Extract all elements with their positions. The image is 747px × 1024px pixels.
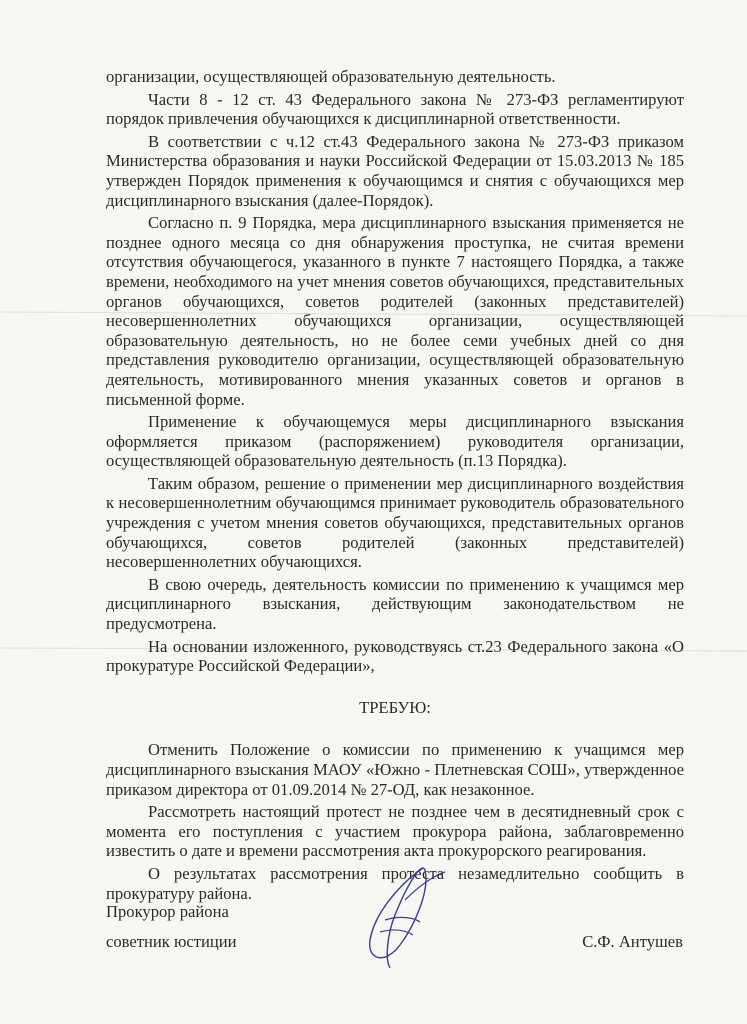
paragraph: Применение к обучающемуся меры дисциплинарного взыскания оформляется приказом (распоряжением) руководителя организации, осуществляющей образовательную деятельность (п.13 Порядка). bbox=[106, 412, 684, 471]
demand-item: О результатах рассмотрения протеста незамедлительно сообщить в прокуратуру района. bbox=[106, 863, 684, 903]
paragraph: Согласно п. 9 Порядка, мера дисциплинарного взыскания применяется не позднее одного месяца со дня обнаружения проступка, не считая времени отсутствия обучающегося, указанного в пункте 7 настоящего Порядка, а также времени, необходимого на учет мнения советов обучающихся, представительных органов обучающихся, советов родителей (законных представителей) несовершеннолетних обучающихся организации, осуществляющей образовательную деятельность, но не более семи учебных дней со дня представления руководителю организации, осуществляющей образовательную деятельность, мотивированного мнения указанных советов и органов в письменной форме. bbox=[106, 213, 684, 409]
paragraph: На основании изложенного, руководствуясь ст.23 Федерального закона «О прокуратуре Российской Федерации», bbox=[106, 636, 684, 676]
demand-item: Отменить Положение о комиссии по применению к учащимся мер дисциплинарного взыскания МАОУ «Южно - Плетневская СОШ», утвержденное приказом директора от 01.09.2014 № 27-ОД, как незаконное. bbox=[106, 740, 684, 799]
paragraph: Части 8 - 12 ст. 43 Федерального закона № 273-ФЗ регламентируют порядок привлечения обучающихся к дисциплинарной ответственности. bbox=[106, 89, 684, 129]
demand-item: Рассмотреть настоящий протест не позднее чем в десятидневный срок с момента его поступления с участием прокурора района, заблаговременно известить о дате и времени рассмотрения акта прокурорского реагирования. bbox=[106, 802, 684, 861]
document-body bbox=[106, 67, 684, 903]
demand-heading: ТРЕБУЮ: bbox=[359, 697, 431, 717]
signatory-name: С.Ф. Антушев bbox=[582, 932, 683, 951]
paragraph: В соответствии с ч.12 ст.43 Федерального закона № 273-ФЗ приказом Министерства образования и науки Российской Федерации от 15.03.2013 № 185 утвержден Порядок применения к обучающимся и снятия с обучающихся мер дисциплинарного взыскания (далее-Порядок). bbox=[106, 131, 684, 210]
signatory-position: Прокурор района bbox=[106, 902, 229, 921]
paragraph: В свою очередь, деятельность комиссии по применению к учащимся мер дисциплинарного взыскания, действующим законодательством не предусмотрена. bbox=[106, 574, 684, 634]
handwritten-signature bbox=[345, 860, 455, 970]
paragraph: организации, осуществляющей образовательную деятельность. bbox=[106, 67, 556, 86]
paragraph: Таким образом, решение о применении мер дисциплинарного воздействия к несовершеннолетним обучающимся принимает руководитель образовательного учреждения с учетом мнения советов обучающихся, представительных органов обучающихся, советов родителей (законных представителей) несовершеннолетних обучающихся. bbox=[106, 473, 684, 572]
signatory-rank: советник юстиции bbox=[106, 932, 237, 951]
